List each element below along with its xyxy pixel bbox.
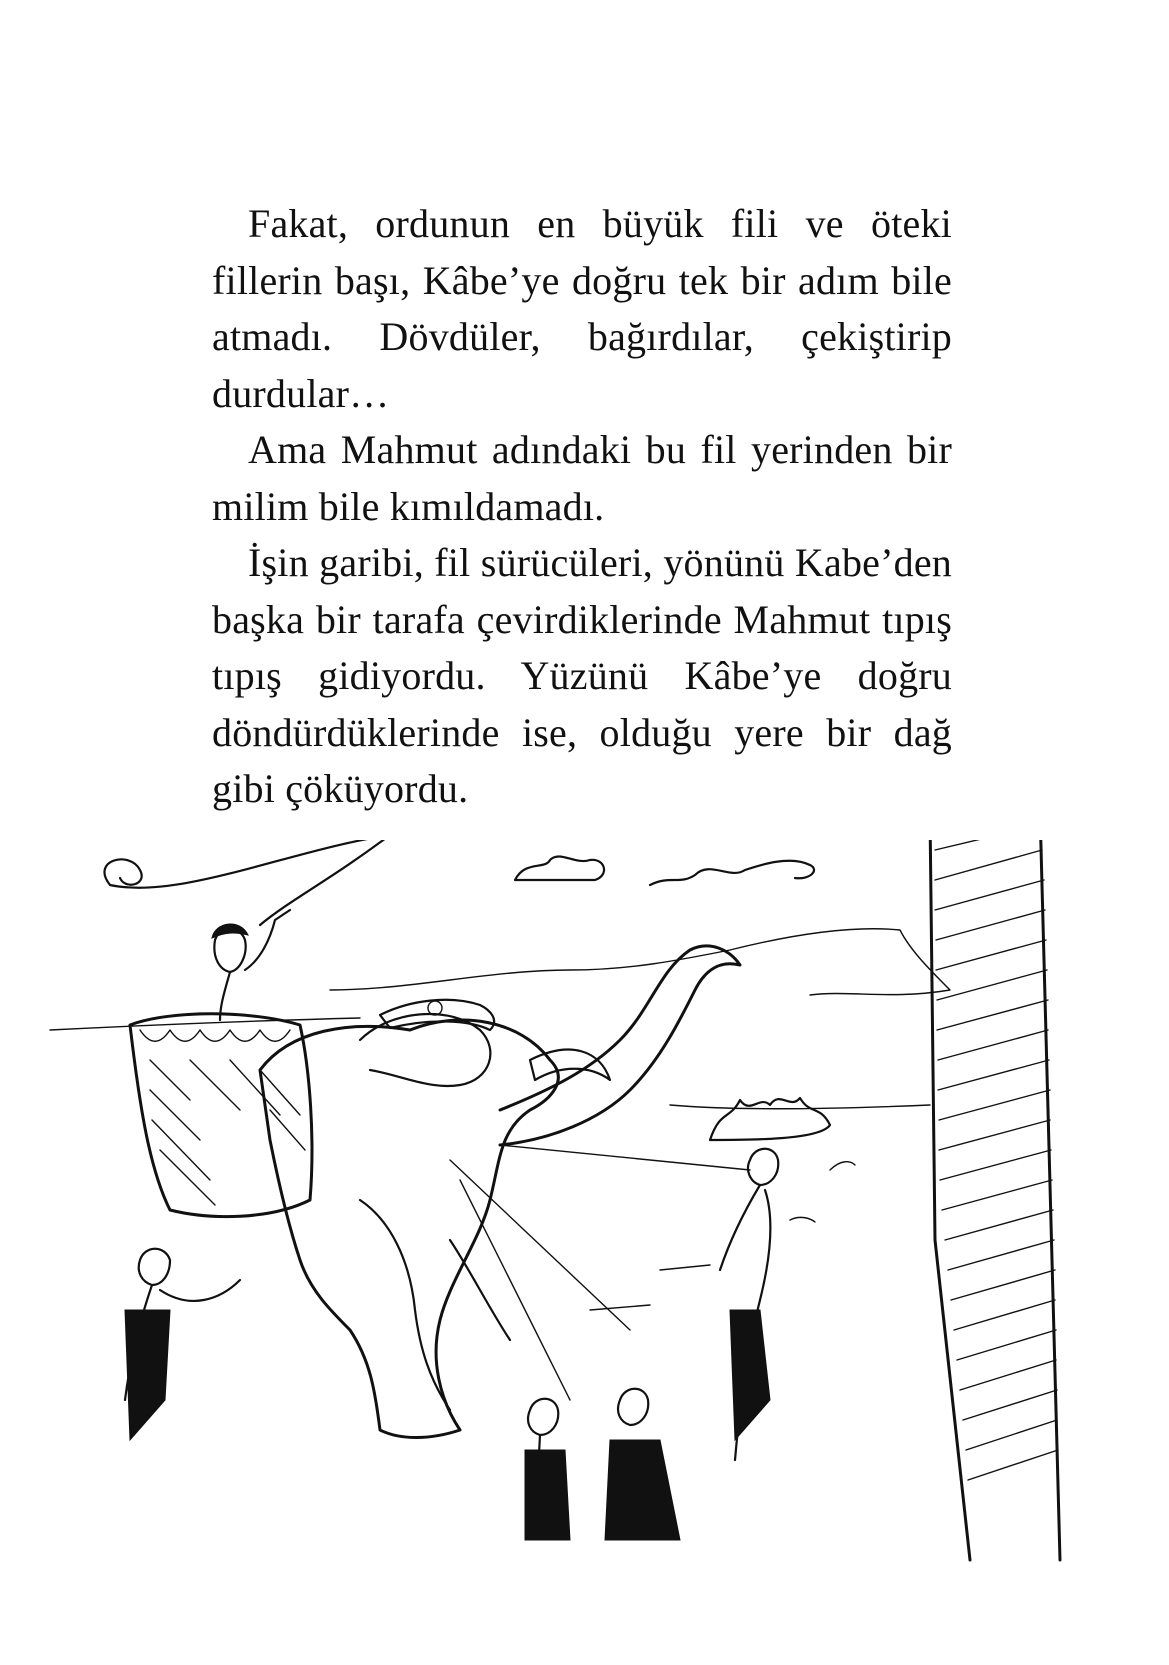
horizon-line xyxy=(50,1018,930,1109)
rope-1 xyxy=(500,1145,750,1170)
tower-hatching xyxy=(935,840,1058,1480)
rope-3 xyxy=(460,1180,570,1400)
soldier-left-hatching xyxy=(125,1310,170,1440)
ground-marks xyxy=(590,1162,855,1310)
rope-2 xyxy=(450,1160,630,1330)
elephant-front-legs xyxy=(360,1200,510,1410)
whip-line xyxy=(104,840,390,925)
paragraph-2: Ama Mahmut adındaki bu fil yerinden bir milim bile kımıldamadı. xyxy=(212,427,952,529)
cloud-1 xyxy=(515,856,604,880)
soldier-bottom-1-body xyxy=(525,1450,570,1540)
elephant-sketch-svg xyxy=(30,840,1150,1640)
soldier-right-hatching xyxy=(730,1310,770,1440)
howdah-frill xyxy=(140,1030,290,1041)
bush xyxy=(710,1098,830,1140)
hills xyxy=(330,929,950,995)
elephant-illustration xyxy=(30,840,1150,1640)
howdah-hatching xyxy=(150,1060,305,1205)
headpiece-ornament xyxy=(428,1001,442,1015)
story-text xyxy=(212,196,952,818)
tower-outline xyxy=(925,840,1060,1560)
howdah xyxy=(130,1014,312,1217)
soldier-bottom-2-body xyxy=(605,1440,680,1540)
elephant-body xyxy=(260,1020,558,1438)
elephant-tusk xyxy=(530,1050,610,1080)
paragraph-1: Fakat, ordunun en büyük fili ve öteki fillerin başı, Kâbe’ye doğru tek bir adım bile atmadı. Dövdüler, bağırdılar, çekiştirip durdular… xyxy=(212,201,952,416)
cloud-2 xyxy=(650,861,814,885)
soldier-bottom-2 xyxy=(618,1389,648,1425)
paragraph-3: İşin garibi, fil sürücüleri, yönünü Kabe’den başka bir tarafa çevirdiklerinde Mahmut tıpış tıpış gidiyordu. Yüzünü Kâbe’ye doğru döndürdüklerinde ise, olduğu yere bir dağ gibi çöküyordu. xyxy=(212,540,952,811)
